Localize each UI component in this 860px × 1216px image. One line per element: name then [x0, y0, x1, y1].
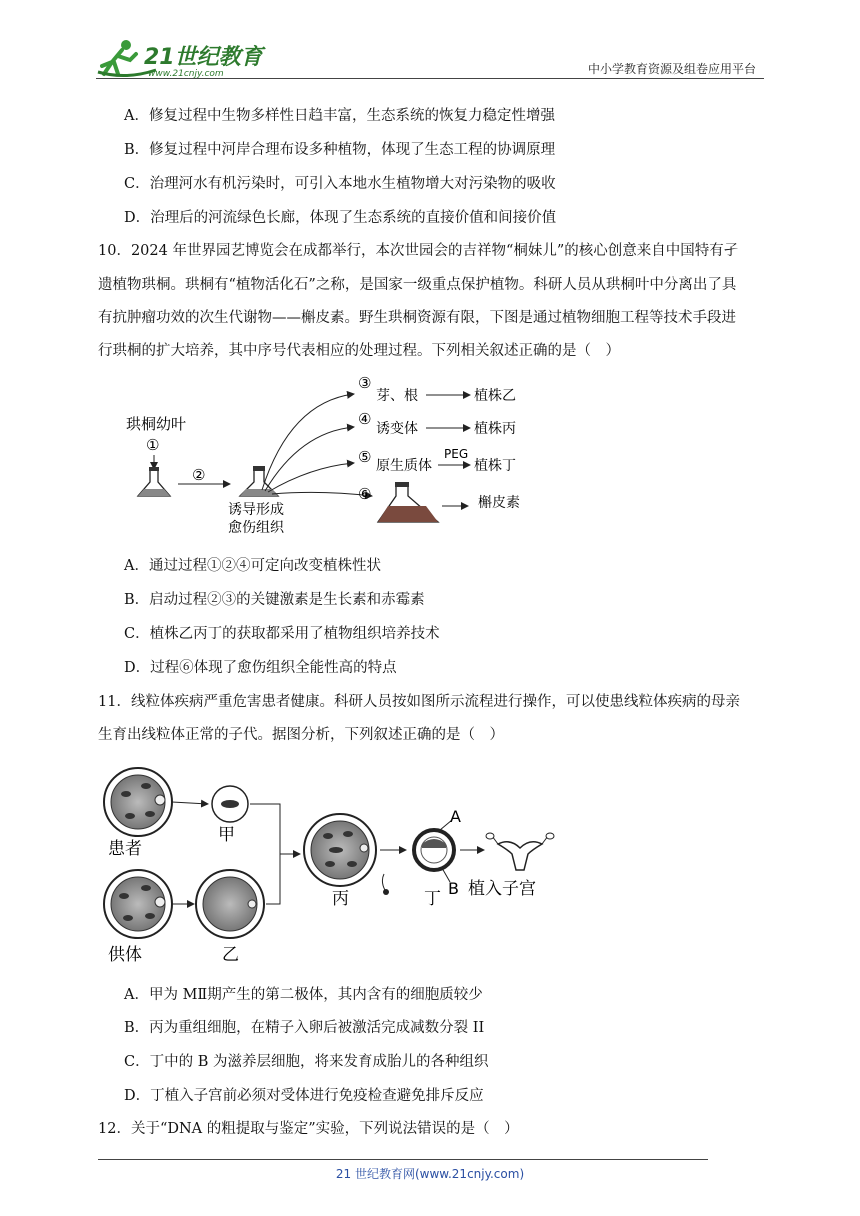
label-b: B [448, 879, 459, 898]
footer-text: 21 世纪教育网(www.21cnjy.com) [335, 1167, 525, 1181]
step-1-label: ① [146, 436, 160, 454]
yi-label: 乙 [222, 945, 239, 965]
header-divider [96, 78, 764, 79]
jia-label: 甲 [218, 825, 235, 845]
patient-label: 患者 [108, 839, 142, 859]
q11-stem-line-1: 11．线粒体疾病严重危害患者健康。科研人员按如图所示流程进行操作，可以使患线粒体疾病的母亲 [98, 694, 740, 710]
culture-flask-2 [240, 466, 278, 496]
footer-divider [98, 1159, 708, 1160]
item-buds-roots: 芽、根 [376, 388, 418, 404]
step-4-label: ④ [358, 410, 372, 428]
item-mutant: 诱变体 [376, 421, 418, 437]
donor-oocyte [104, 870, 172, 938]
q10-option-a: A．通过过程①②④可定向改变植株性状 [124, 558, 381, 574]
item-protoplast: 原生质体 [376, 458, 432, 474]
q10-stem-line-4: 行珙桐的扩大培养，其中序号代表相应的处理过程。下列相关叙述正确的是（ ） [98, 343, 620, 359]
q12-stem: 12．关于“DNA 的粗提取与鉴定”实验，下列说法错误的是（ ） [98, 1121, 519, 1137]
culture-flask-1 [138, 467, 170, 496]
q10-option-c: C．植株乙丙丁的获取都采用了植物组织培养技术 [124, 626, 440, 642]
q9-option-d: D．治理后的河流绿色长廊，体现了生态系统的直接价值和间接价值 [124, 210, 557, 226]
q11-option-b: B．丙为重组细胞，在精子入卵后被激活完成减数分裂 II [124, 1020, 485, 1036]
bing-label: 丙 [332, 889, 349, 909]
step-3-label: ③ [358, 374, 372, 392]
q10-option-d: D．过程⑥体现了愈伤组织全能性高的特点 [124, 660, 397, 676]
callus-label-2: 愈伤组织 [228, 520, 284, 536]
site-logo [96, 36, 266, 80]
reconstructed-bing [304, 814, 376, 886]
q11-option-d: D．丁植入子宫前必须对受体进行免疫检查避免排斥反应 [124, 1088, 484, 1104]
plant-ding: 植株丁 [474, 458, 516, 474]
sperm-icon [382, 874, 389, 895]
leaf-label: 珙桐幼叶 [126, 415, 187, 433]
peg-label: PEG [444, 447, 469, 461]
patient-oocyte [104, 768, 172, 836]
logo-url: www.21cnjy.com [148, 69, 224, 79]
enucleated-yi [196, 870, 264, 938]
blastocyst-ding [414, 830, 454, 870]
logo-title: 21世纪教育 [144, 45, 263, 70]
spindle-jia [212, 786, 248, 822]
label-a: A [450, 807, 461, 826]
product-quercetin: 槲皮素 [478, 495, 520, 511]
q10-stem-line-3: 有抗肿瘤功效的次生代谢物——槲皮素。野生珙桐资源有限，下图是通过植物细胞工程等技术手段进 [98, 310, 736, 326]
q11-option-c: C．丁中的 B 为滋养层细胞，将来发育成胎儿的各种组织 [124, 1054, 489, 1070]
donor-label: 供体 [108, 945, 142, 965]
callus-label-1: 诱导形成 [228, 502, 284, 518]
implant-label: 植入子宫 [468, 879, 536, 899]
step-6-label: ⑥ [358, 485, 372, 503]
q11-figure [100, 764, 560, 968]
q9-option-a: A．修复过程中生物多样性日趋丰富，生态系统的恢复力稳定性增强 [124, 108, 555, 124]
culture-flask-3 [378, 482, 438, 522]
q10-option-b: B．启动过程②③的关键激素是生长素和赤霉素 [124, 592, 425, 608]
q10-stem-line-2: 遗植物珙桐。珙桐有“植物活化石”之称，是国家一级重点保护植物。科研人员从珙桐叶中分离出了具 [98, 277, 737, 293]
plant-bing: 植株丙 [474, 421, 516, 437]
q10-figure [120, 372, 540, 540]
step-2-label: ② [192, 466, 206, 484]
q11-option-a: A．甲为 MⅡ期产生的第二极体，其内含有的细胞质较少 [124, 987, 483, 1003]
plant-yi: 植株乙 [474, 388, 516, 404]
q9-option-c: C．治理河水有机污染时，可引入本地水生植物增大对污染物的吸收 [124, 176, 556, 192]
platform-title: 中小学教育资源及组卷应用平台 [587, 62, 756, 76]
q11-stem-line-2: 生育出线粒体正常的子代。据图分析，下列叙述正确的是（ ） [98, 727, 504, 743]
ding-label: 丁 [424, 889, 441, 909]
step-5-label: ⑤ [358, 448, 372, 466]
q9-option-b: B．修复过程中河岸合理布设多种植物，体现了生态工程的协调原理 [124, 142, 556, 158]
q10-stem-line-1: 10．2024 年世界园艺博览会在成都举行，本次世园会的吉祥物“桐妹儿”的核心创意来自中国特有孑 [98, 243, 739, 259]
uterus-icon [486, 833, 554, 870]
